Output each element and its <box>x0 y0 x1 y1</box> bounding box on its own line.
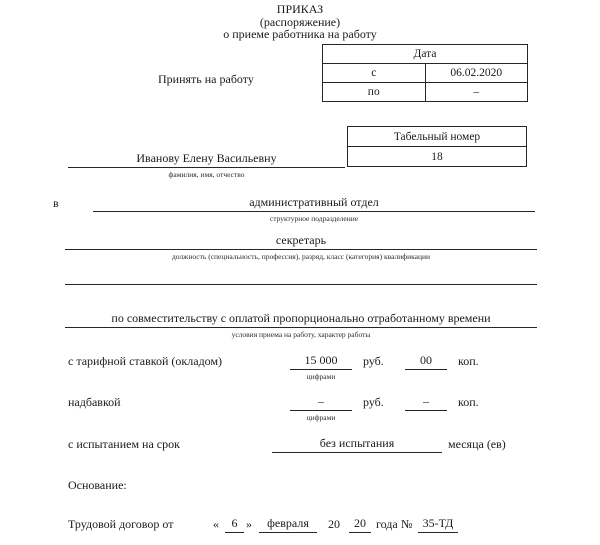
department-caption: структурное подразделение <box>269 213 359 223</box>
salary-rub-label: руб. <box>363 354 384 368</box>
contract-century: 20 <box>328 517 340 531</box>
contract-label: Трудовой договор от <box>68 517 174 531</box>
conditions-field <box>65 311 537 339</box>
department-value: административный отдел <box>93 195 535 212</box>
conditions-blank-line <box>65 284 537 285</box>
employee-name-field <box>68 151 345 179</box>
allowance-kopeck-value: – <box>405 394 447 411</box>
contract-year-value: 20 <box>349 516 371 533</box>
date-from-value: 06.02.2020 <box>425 64 528 83</box>
document-header <box>0 3 600 41</box>
probation-suffix: месяца (ев) <box>448 437 506 451</box>
position-caption: должность (специальность, профессия), разряд, класс (категория) квалификации <box>171 251 431 261</box>
probation-label: с испытанием на срок <box>68 437 180 451</box>
contract-year-label: года <box>376 517 398 531</box>
date-table-header: Дата <box>323 45 528 64</box>
salary-amount-value: 15 000 <box>290 353 352 370</box>
department-field <box>93 195 535 223</box>
basis-label: Основание: <box>68 478 127 492</box>
personnel-number-value: 18 <box>348 147 527 167</box>
date-to-value: – <box>425 83 528 102</box>
conditions-caption: условия приема на работу, характер работы <box>231 329 371 339</box>
date-to-label: по <box>323 83 426 102</box>
allowance-amount-value: – <box>290 394 352 411</box>
employee-name-caption: фамилия, имя, отчество <box>168 169 245 179</box>
salary-kop-label: коп. <box>458 354 479 368</box>
accept-label: Принять на работу <box>158 72 254 86</box>
probation-value-field <box>272 436 442 453</box>
contract-number-field <box>418 516 458 533</box>
conditions-value: по совместительству с оплатой пропорционально отработанному времени <box>65 311 537 328</box>
salary-kopeck-value: 00 <box>405 353 447 370</box>
document-subtitle-2: о приеме работника на работу <box>223 27 377 41</box>
allowance-kopeck-field <box>405 394 447 411</box>
contract-day-value: 6 <box>225 516 244 533</box>
probation-value: без испытания <box>272 436 442 453</box>
allowance-amount-caption: цифрами <box>306 412 336 422</box>
document-subtitle: (распоряжение) <box>259 14 341 29</box>
position-field <box>65 233 537 261</box>
allowance-amount-field <box>290 394 352 422</box>
department-prefix: в <box>53 196 59 210</box>
contract-month-value: февраля <box>259 516 317 533</box>
contract-number-value: 35-ТД <box>418 516 458 533</box>
salary-kopeck-field <box>405 353 447 370</box>
allowance-rub-label: руб. <box>363 395 384 409</box>
document-title: ПРИКАЗ <box>276 2 324 16</box>
position-value: секретарь <box>65 233 537 250</box>
allowance-label: надбавкой <box>68 395 121 409</box>
contract-open-quote: « <box>213 517 219 531</box>
contract-close-quote: » <box>246 517 252 531</box>
salary-label: с тарифной ставкой (окладом) <box>68 354 223 368</box>
personnel-number-table <box>347 126 527 167</box>
salary-amount-field <box>290 353 352 381</box>
allowance-kop-label: коп. <box>458 395 479 409</box>
salary-amount-caption: цифрами <box>306 371 336 381</box>
contract-number-sign: № <box>401 517 413 531</box>
personnel-number-header: Табельный номер <box>348 127 527 147</box>
date-from-label: с <box>323 64 426 83</box>
contract-year-field <box>349 516 371 533</box>
date-table <box>322 44 528 102</box>
employee-name-value: Иванову Елену Васильевну <box>68 151 345 168</box>
contract-day-field <box>225 516 244 533</box>
contract-month-field <box>259 516 317 533</box>
